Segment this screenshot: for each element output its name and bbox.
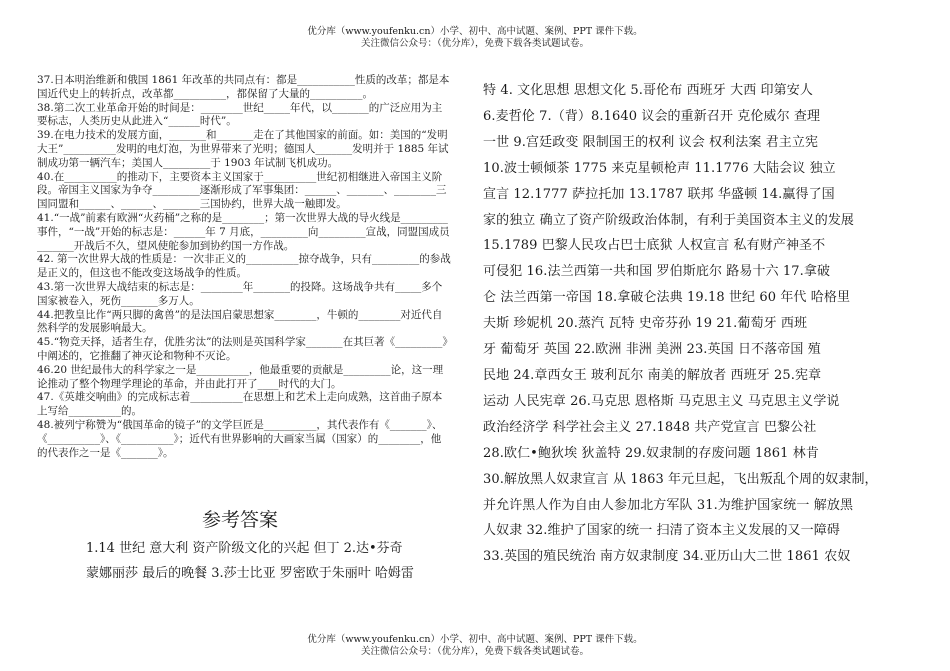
answer-line: 政治经济学 科学社会主义 27.1848 共产党宣言 巴黎公社 <box>483 419 817 435</box>
answer-line: 蒙娜丽莎 最后的晚餐 3.莎士比亚 罗密欧于朱丽叶 哈姆雷 <box>86 565 414 581</box>
question-43: 43.第一次世界大战结束的标志是：________年_______的投降。这场战争共有_____多个国家被卷入，死伤_______多万人。 <box>37 280 443 307</box>
page-header <box>0 26 950 50</box>
answer-line: 28.欧仁•鲍狄埃 狄盖特 29.奴隶制的存废问题 1861 林肯 <box>483 445 819 461</box>
answer-line: 可侵犯 16.法兰西第一共和国 罗伯斯庇尔 路易十六 17.拿破 <box>483 264 831 280</box>
answer-line: 10.波士顿倾茶 1775 来克星顿枪声 11.1776 大陆会议 独立 <box>483 160 836 176</box>
question-42: 42. 第一次世界大战的性质是：一次非正义的__________掠夺战争，只有_________的参战是正义的，但这也不能改变这场战争的性质。 <box>37 253 451 280</box>
questions-column <box>37 74 451 460</box>
answer-line: 并允许黑人作为自由人参加北方军队 31.为维护国家统一 解放黑 <box>483 497 854 513</box>
question-38: 38.第二次工业革命开始的时间是：________世纪_____年代，以_______的广泛应用为主要标志，人类历史从此进入“______时代”。 <box>37 101 443 128</box>
answer-line: 6.麦哲伦 7.（背）8.1640 议会的重新召开 克伦威尔 查理 <box>483 108 821 124</box>
answer-line: 民地 24.章西女王 玻利瓦尔 南美的解放者 西班牙 25.宪章 <box>483 367 822 383</box>
question-40: 40.在__________的推动下，主要资本主义国家于__________世纪初相继进入帝国主义阶段。帝国主义国家为争夺_________逐渐形成了军事集团：______、_______、________三国同盟和______、______、_______三国协约，世界大战一触即发。 <box>37 170 447 211</box>
question-46: 46.20 世纪最伟大的科学家之一是__________，他最重要的贡献是_________论，这一理论推动了整个物理学理论的革命，并由此打开了____时代的大门。 <box>37 363 444 390</box>
answer-line: 仑 法兰西第一帝国 18.拿破仑法典 19.18 世纪 60 年代 哈格里 <box>483 290 851 306</box>
footer-line-2: 关注微信公众号：（优分库），免费下载各类试题试卷。 <box>360 646 589 657</box>
question-41: 41.“一战”前素有欧洲“火药桶”之称的是________；第一次世界大战的导火线是_________事件，“一战”开始的标志是：______年 7 月底，_________向_________宣战，同盟国成员_______开战后不久，望风使舵参加到协约国一方作战。 <box>37 211 450 252</box>
header-line-1: 优分库（www.youfenku.cn）小学、初中、高中试题、案例、PPT 课件下载。 <box>307 26 643 37</box>
answer-line: 家的独立 确立了资产阶级政治体制，有利于美国资本主义的发展 <box>483 212 855 228</box>
answer-line: 特 4. 文化思想 思想文化 5.哥伦布 西班牙 大西 印第安人 <box>483 83 813 98</box>
page-footer <box>0 634 950 658</box>
answer-line: 牙 葡萄牙 英国 22.欧洲 非洲 美洲 23.英国 日不落帝国 殖 <box>483 342 821 358</box>
question-48: 48.被列宁称赞为“俄国革命的镜子”的文学巨匠是__________，其代表作有《_______》、《__________》、《__________》；近代有世界影响的大画家当属（国家）的________，他的代表作之一是《_______》。 <box>37 418 443 459</box>
answer-line: 人奴隶 32.维护了国家的统一 扫清了资本主义发展的又一障碍 <box>483 523 840 539</box>
question-45: 45.“物竞天择，适者生存，优胜劣汰”的法则是英国科学家_______在其巨著《_________》中阐述的，它推翻了神灭论和物种不灭论。 <box>37 336 448 362</box>
question-39: 39.在电力技术的发展方面，_______和_______走在了其他国家的前面。如：美国的“发明大王”__________发明的电灯泡，为世界带来了光明；德国人_______发明并于 1885 年试制成功第一辆汽车；美国人_________于 1903 年试制飞机成功。 <box>37 129 449 169</box>
answer-line: 15.1789 巴黎人民攻占巴士底狱 人权宣言 私有财产神圣不 <box>483 238 826 254</box>
header-line-2: 关注微信公众号：（优分库），免费下载各类试题试卷。 <box>360 38 589 49</box>
question-47: 47.《英雄交响曲》的完成标志着__________在思想上和艺术上走向成熟，这首曲子原本上写给__________的。 <box>37 391 443 418</box>
answer-line: 夫斯 珍妮机 20.蒸汽 瓦特 史帝芬孙 19 21.葡萄牙 西班 <box>483 316 808 332</box>
answers-right-column <box>483 78 913 570</box>
answers-left-column <box>86 537 471 587</box>
answer-line: 宣言 12.1777 萨拉托加 13.1787 联邦 华盛顿 14.赢得了国 <box>483 186 835 202</box>
answers-title: 参考答案 <box>201 509 278 531</box>
footer-line-1: 优分库（www.youfenku.cn）小学、初中、高中试题、案例、PPT 课件下载。 <box>307 634 643 645</box>
answer-line: 33.英国的殖民统治 南方奴隶制度 34.亚历山大二世 1861 农奴 <box>483 549 851 565</box>
question-44: 44.把教皇比作“两只脚的禽兽”的是法国启蒙思想家________，牛顿的________对近代自然科学的发展影响最大。 <box>37 308 443 335</box>
answer-line: 运动 人民宪章 26.马克思 恩格斯 马克思主义 马克思主义学说 <box>483 393 840 409</box>
question-37: 37.日本明治维新和俄国 1861 年改革的共同点有：都是___________性质的改革；都是本国近代史上的转折点，改革都__________，都保留了大量的__________。 <box>37 74 450 100</box>
answer-line: 1.14 世纪 意大利 资产阶级文化的兴起 但丁 2.达•芬奇 <box>86 541 403 556</box>
answer-line: 30.解放黑人奴隶宣言 从 1863 年元旦起，飞出叛乱个周的奴隶制， <box>483 471 878 487</box>
answer-line: 一世 9.宫廷政变 限制国王的权利 议会 权利法案 君主立宪 <box>483 134 819 150</box>
